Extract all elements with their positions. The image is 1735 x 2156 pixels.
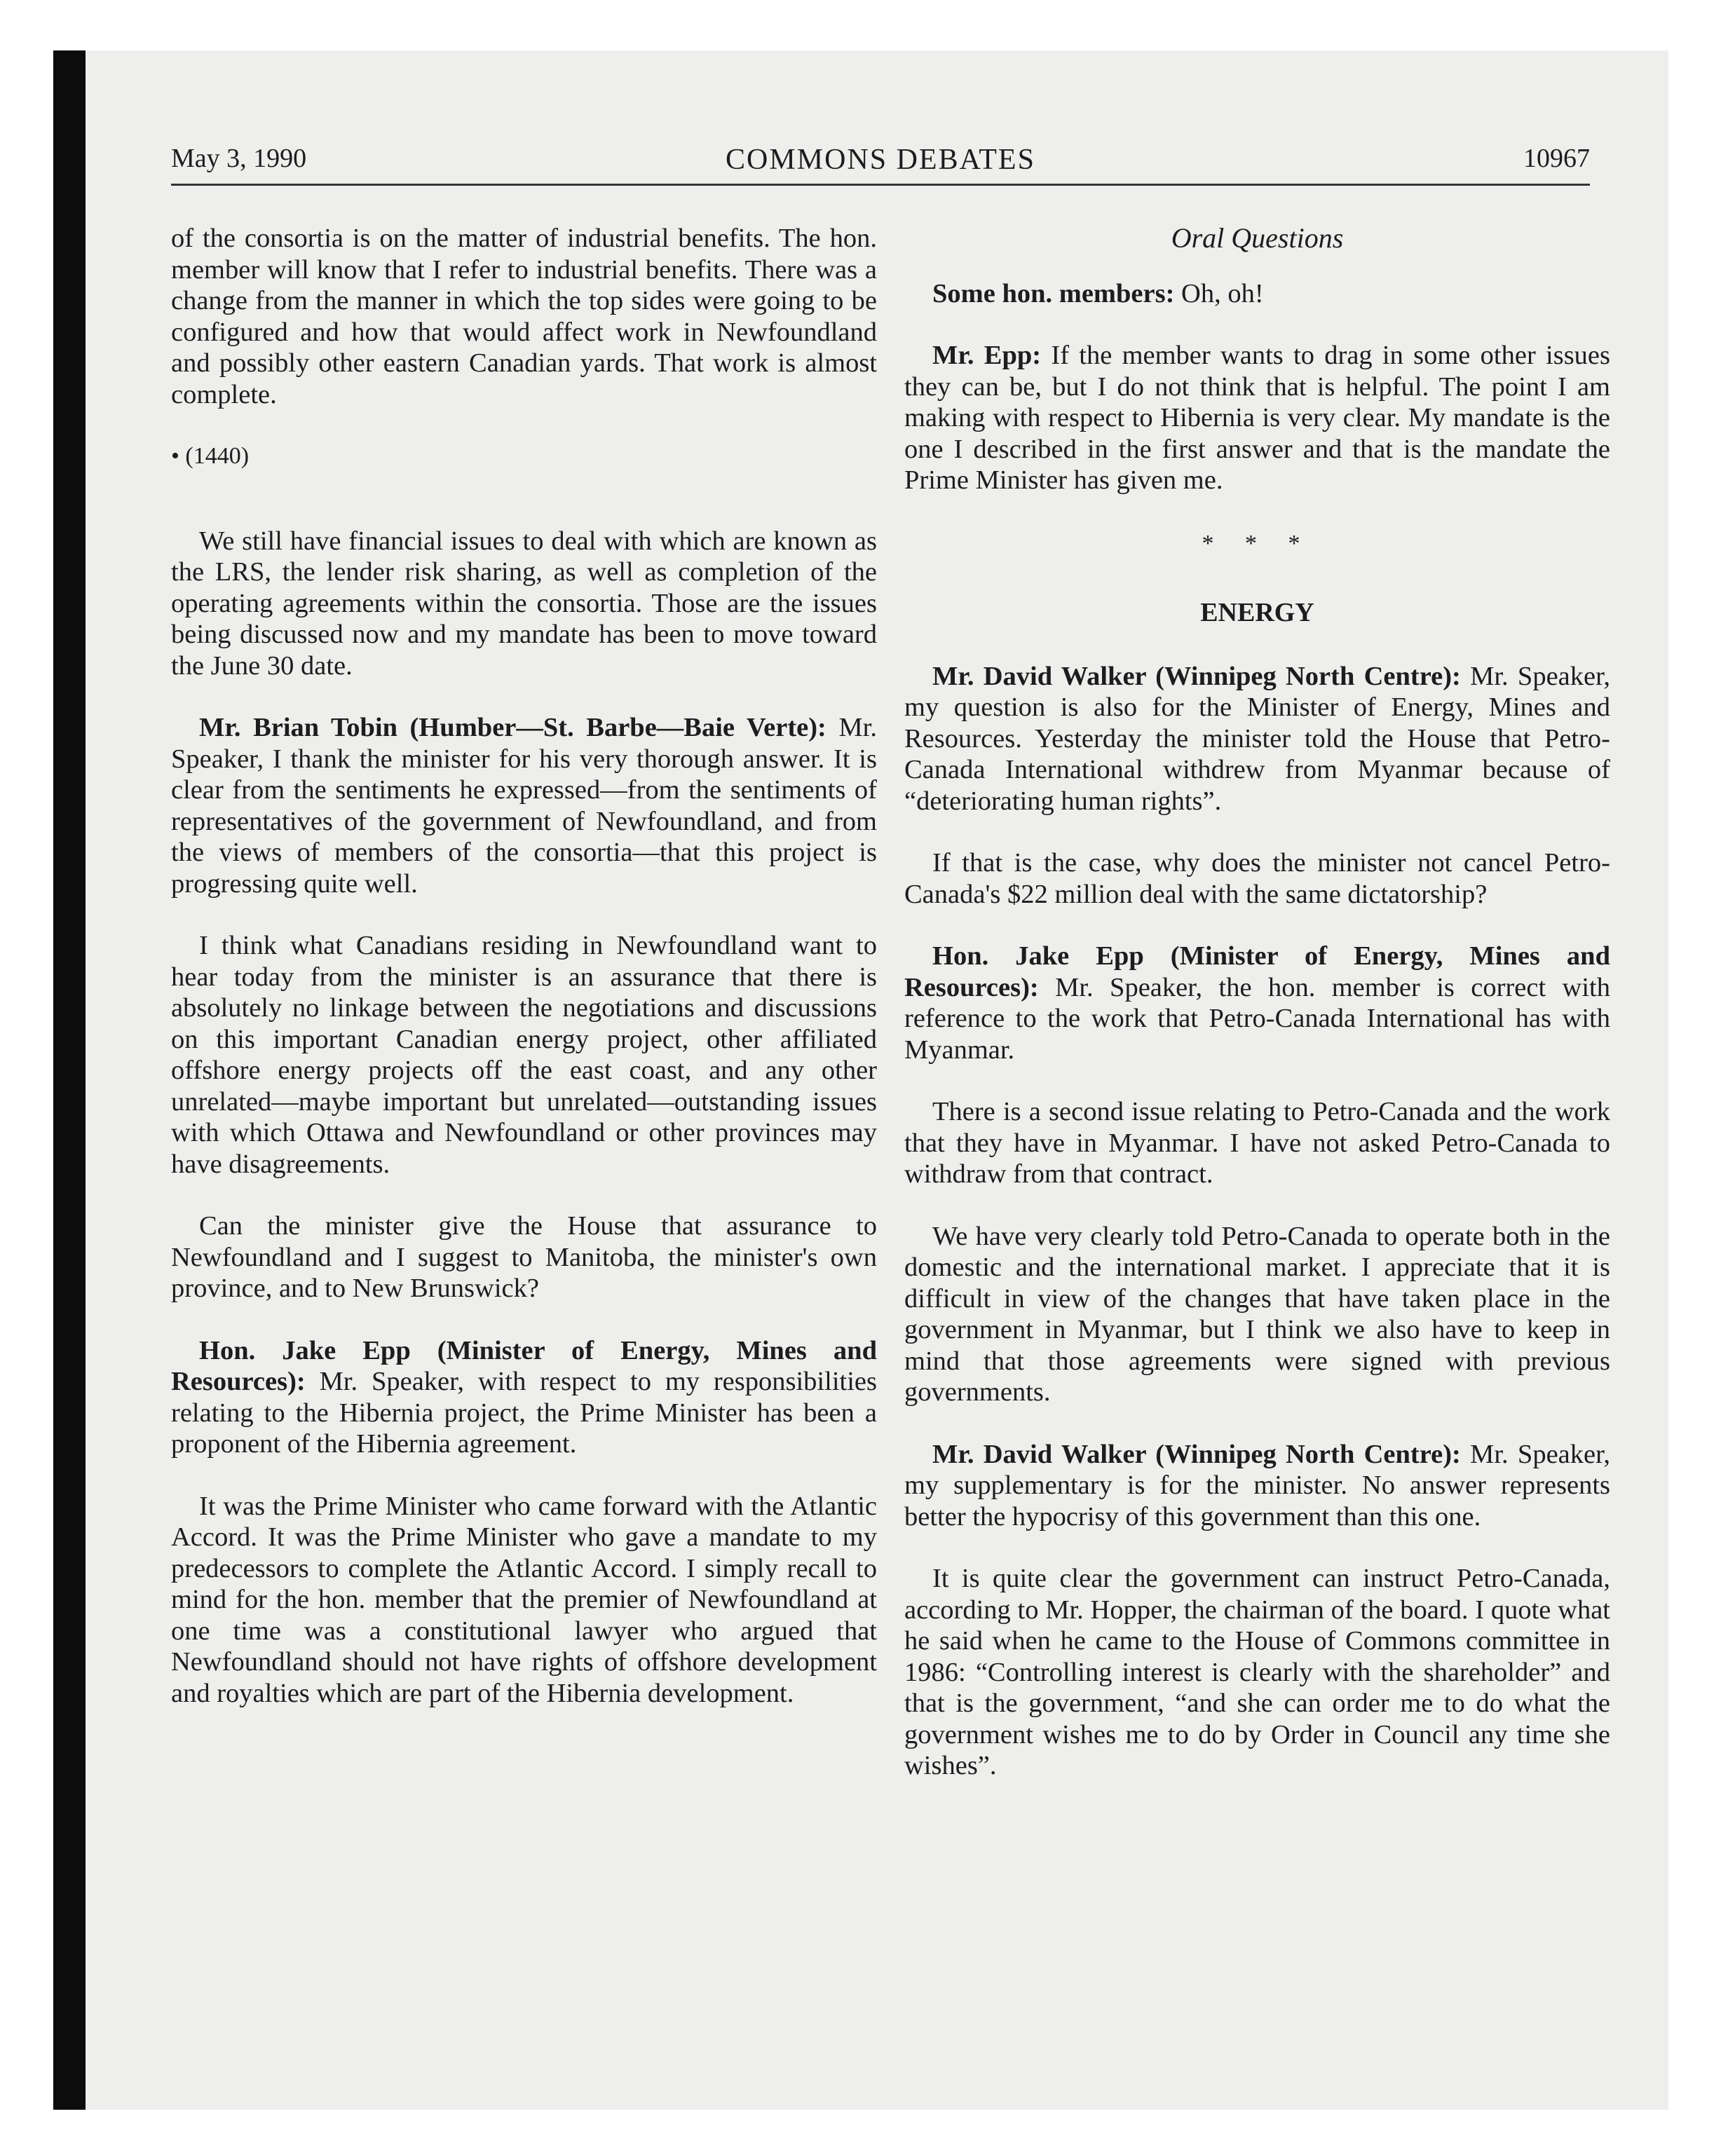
speech-text: Mr. Speaker, with respect to my responsibilities relating to the Hibernia project, the Prime Minister has been a proponent of the Hibernia agreement.: [171, 1367, 877, 1459]
speech: [904, 1439, 1610, 1533]
speech-text: If the member wants to drag in some other issues they can be, but I do not think that is helpful. The point I am making with respect to Hibernia is very clear. My mandate is the one I described in the first answer and that is the mandate the Prime Minister has given me.: [904, 341, 1611, 495]
paragraph: Can the minister give the House that assurance to Newfoundland and I suggest to Manitoba, the minister's own province, and to New Brunswick?: [171, 1211, 877, 1303]
speech-text: Mr. Speaker, the hon. member is correct with reference to the work that Petro-Canada International has with Myanmar.: [904, 972, 1610, 1065]
speech: [904, 941, 1610, 1065]
right-column: [904, 223, 1610, 1813]
header-page-number: 10967: [1523, 144, 1590, 173]
speech: [904, 278, 1610, 310]
section-heading: ENERGY: [1200, 598, 1314, 627]
speaker-name: Hon. Jake Epp (Minister of Energy, Mines and Resources):: [171, 1335, 877, 1396]
speaker-name: Mr. Brian Tobin (Humber—St. Barbe—Baie Verte):: [199, 713, 826, 742]
speech: [904, 661, 1610, 817]
speech: [171, 1335, 877, 1460]
timestamp: • (1440): [171, 443, 250, 469]
paragraph: We have very clearly told Petro-Canada to operate both in the domestic and the international market. I appreciate that it is difficult in view of the changes that have taken place in the government in Myanmar, but I think we also have to keep in mind that those agreements were signed with previous governments.: [904, 1221, 1610, 1407]
speaker-name: Mr. David Walker (Winnipeg North Centre):: [932, 661, 1461, 691]
speech-text: Mr. Speaker, my supplementary is for the minister. No answer represents better the hypocrisy of this government than this one.: [904, 1439, 1610, 1531]
speech-text: Oh, oh!: [1174, 278, 1264, 308]
header-date: May 3, 1990: [171, 144, 307, 173]
paragraph: We still have financial issues to deal with which are known as the LRS, the lender risk sharing, as well as completion of the operating agreements within the consortia. Those are the issues being discussed now and my mandate has been to move toward the June 30 date.: [171, 526, 877, 681]
speaker-name: Mr. David Walker (Winnipeg North Centre):: [932, 1439, 1461, 1469]
paragraph: If that is the case, why does the minister not cancel Petro-Canada's $22 million deal with the same dictatorship?: [904, 848, 1610, 909]
speaker-name: Some hon. members:: [932, 278, 1175, 308]
section-label: Oral Questions: [1171, 222, 1344, 254]
binding-edge: [53, 50, 86, 2110]
header-title: COMMONS DEBATES: [726, 144, 1035, 176]
header-rule: [171, 184, 1590, 186]
paragraph: of the consortia is on the matter of industrial benefits. The hon. member will know that I refer to industrial benefits. There was a change from the manner in which the top sides were going to be configured and how that would affect work in Newfoundland and possibly other eastern Canadian yards. That work is almost complete.: [171, 224, 877, 409]
page-header: [171, 139, 1590, 181]
left-column: [171, 223, 877, 1740]
speech-text: Mr. Speaker, my question is also for the Minister of Energy, Mines and Resources. Yesterday the minister told the House that Petro-Canada International withdrew from Myanmar because of “deteriorating human rights”.: [904, 661, 1610, 816]
paragraph: There is a second issue relating to Petro-Canada and the work that they have in Myanmar. I have not asked Petro-Canada to withdraw from that contract.: [904, 1097, 1610, 1189]
section-separator: * * *: [1202, 530, 1313, 557]
speaker-name: Hon. Jake Epp (Minister of Energy, Mines and Resources):: [904, 941, 1610, 1002]
paragraph: It was the Prime Minister who came forward with the Atlantic Accord. It was the Prime Minister who gave a mandate to my predecessors to complete the Atlantic Accord. I simply recall to mind for the hon. member that the premier of Newfoundland at one time was a constitutional lawyer who argued that Newfoundland should not have rights of offshore development and royalties which are part of the Hibernia development.: [171, 1491, 877, 1708]
speaker-name: Mr. Epp:: [932, 341, 1042, 370]
speech-text: Mr. Speaker, I thank the minister for his very thorough answer. It is clear from the sentiments he expressed—from the sentiments of representatives of the government of Newfoundland, and from the views of members of the consortia—that this project is progressing quite well.: [171, 713, 878, 899]
paragraph: It is quite clear the government can instruct Petro-Canada, according to Mr. Hopper, the chairman of the board. I quote what he said when he came to the House of Commons committee in 1986: “Controlling interest is clearly with the shareholder” and that is the government, “and she can order me to do what the government wishes me to do by Order in Council any time she wishes”.: [904, 1564, 1610, 1780]
paragraph: I think what Canadians residing in Newfoundland want to hear today from the minister is an assurance that there is absolutely no linkage between the negotiations and discussions on this important Canadian energy project, other affiliated offshore energy projects off the east coast, and any other unrelated—maybe important but unrelated—outstanding issues with which Ottawa and Newfoundland or other provinces may have disagreements.: [171, 931, 877, 1179]
speech: [171, 712, 877, 899]
speech: [904, 340, 1610, 496]
